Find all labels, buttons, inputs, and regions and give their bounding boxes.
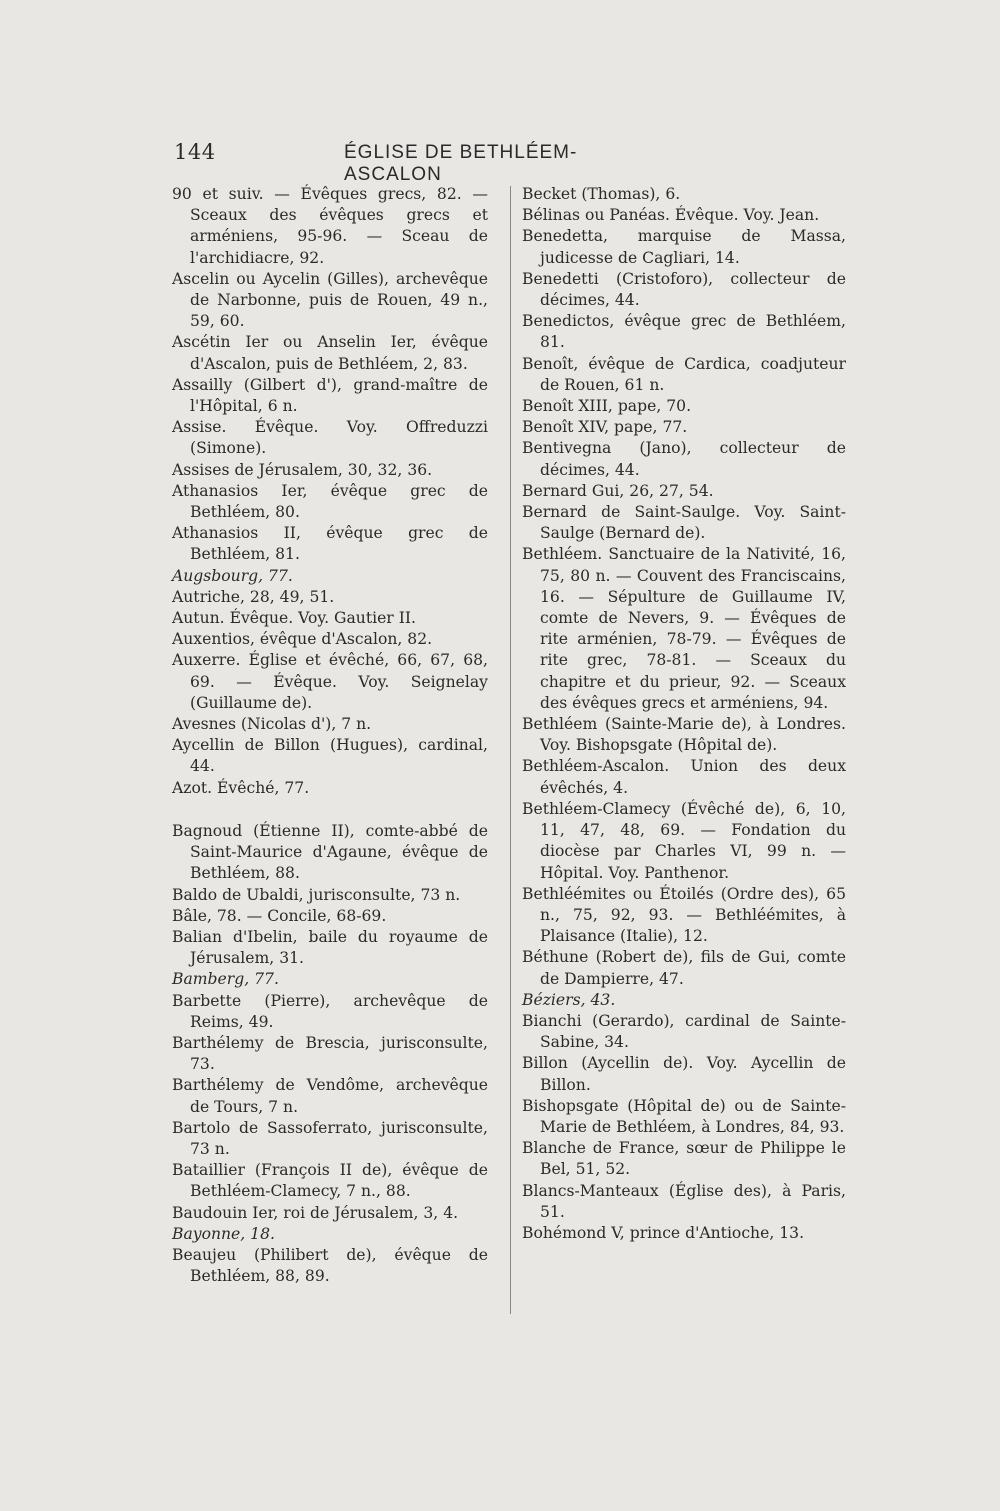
index-entry: Assise. Évêque. Voy. Offreduzzi (Simone). (172, 418, 488, 458)
index-entry: Benoît XIV, pape, 77. (522, 418, 688, 437)
index-entry: Blanche de France, sœur de Philippe le Bel, 51, 52. (522, 1139, 846, 1179)
index-entry: Assises de Jérusalem, 30, 32, 36. (172, 460, 433, 479)
index-entry: Bohémond V, prince d'Antioche, 13. (522, 1223, 805, 1242)
index-entry: Benedetta, marquise de Massa, judicesse de Cagliari, 14. (522, 227, 846, 267)
index-entry: Beaujeu (Philibert de), évêque de Bethléem, 88, 89. (172, 1245, 488, 1286)
index-entry: Bataillier (François II de), évêque de Bethléem-Clamecy, 7 n., 88. (172, 1161, 488, 1201)
index-entry: Bentivegna (Jano), collecteur de décimes, 44. (522, 439, 846, 479)
index-entry: Barthélemy de Brescia, jurisconsulte, 73. (172, 1033, 488, 1074)
index-entry: Bethléem (Sainte-Marie de), à Londres. Voy. Bishopsgate (Hôpital de). (522, 715, 846, 755)
index-entry: Auxentios, évêque d'Ascalon, 82. (172, 630, 433, 649)
index-column-right (522, 184, 846, 1244)
index-entry: Bethléem-Ascalon. Union des deux évêchés, 4. (522, 757, 846, 797)
index-entry: Benoît XIII, pape, 70. (522, 397, 692, 416)
index-entry: Bethléem. Sanctuaire de la Nativité, 16, 75, 80 n. — Couvent des Franciscains, 16. — Sépulture de Guillaume IV, comte de Nevers, 9. — Évêques de rite arménien, 78-79. — Évêques de rite grec, 78-81. — Sceaux du chapitre et du prieur, 92. — Sceaux des évêques grecs et arméniens, 94. (522, 545, 846, 712)
index-entry: Béthune (Robert de), fils de Gui, comte de Dampierre, 47. (522, 948, 846, 988)
index-entry: Becket (Thomas), 6. (522, 185, 681, 203)
index-entry: Béziers, 43. (522, 990, 616, 1009)
index-entry: Auxerre. Église et évêché, 66, 67, 68, 69. — Évêque. Voy. Seignelay (Guillaume de). (172, 651, 488, 712)
index-entry: Bernard de Saint-Saulge. Voy. Saint-Saulge (Bernard de). (522, 503, 846, 543)
running-title: ÉGLISE DE BETHLÉEM-ASCALON (344, 142, 578, 185)
index-entry: Ascétin Ier ou Anselin Ier, évêque d'Ascalon, puis de Bethléem, 2, 83. (172, 333, 488, 373)
index-entry: Baldo de Ubaldi, jurisconsulte, 73 n. (172, 885, 461, 904)
index-entry: Balian d'Ibelin, baile du royaume de Jérusalem, 31. (172, 927, 488, 968)
index-entry: Barbette (Pierre), archevêque de Reims, 49. (172, 991, 488, 1031)
index-entry: Bagnoud (Étienne II), comte-abbé de Saint-Maurice d'Agaune, évêque de Bethléem, 88. (172, 821, 488, 883)
index-entry: Bishopsgate (Hôpital de) ou de Sainte-Marie de Bethléem, à Londres, 84, 93. (522, 1096, 846, 1136)
index-entry: Bélinas ou Panéas. Évêque. Voy. Jean. (522, 206, 820, 225)
index-entry: Bethléémites ou Étoilés (Ordre des), 65 n., 75, 92, 93. — Bethléémites, à Plaisance (Italie), 12. (522, 884, 846, 946)
index-entry: Baudouin Ier, roi de Jérusalem, 3, 4. (172, 1203, 459, 1222)
index-entry: Augsbourg, 77. (172, 566, 293, 585)
index-entry: Athanasios Ier, évêque grec de Bethléem, 80. (172, 481, 488, 522)
index-entry: Azot. Évêché, 77. (172, 778, 310, 797)
index-entry: Bethléem-Clamecy (Évêché de), 6, 10, 11, 47, 48, 69. — Fondation du diocèse par Charles VI, 99 n. — Hôpital. Voy. Panthenor. (522, 799, 846, 882)
index-entry: Autriche, 28, 49, 51. (172, 587, 335, 606)
index-entry: Bâle, 78. — Concile, 68-69. (172, 906, 387, 925)
index-entry: Bianchi (Gerardo), cardinal de Sainte-Sabine, 34. (522, 1011, 846, 1052)
section-gap (172, 799, 488, 821)
index-entry: Bamberg, 77. (172, 970, 279, 989)
index-entry: Ascelin ou Aycelin (Gilles), archevêque de Narbonne, puis de Rouen, 49 n., 59, 60. (172, 269, 488, 331)
index-column-left (172, 184, 488, 1287)
index-entry: Avesnes (Nicolas d'), 7 n. (172, 715, 372, 734)
index-entry: Benoît, évêque de Cardica, coadjuteur de Rouen, 61 n. (522, 354, 846, 394)
index-entry: Benedetti (Cristoforo), collecteur de décimes, 44. (522, 269, 846, 310)
index-entry: Barthélemy de Vendôme, archevêque de Tours, 7 n. (172, 1076, 488, 1116)
index-entry: Benedictos, évêque grec de Bethléem, 81. (522, 312, 846, 352)
index-entry: 90 et suiv. — Évêques grecs, 82. — Sceaux des évêques grecs et arméniens, 95-96. — Sceau de l'archidiacre, 92. (172, 185, 488, 267)
index-entry: Assailly (Gilbert d'), grand-maître de l'Hôpital, 6 n. (172, 375, 488, 416)
index-entry: Bayonne, 18. (172, 1224, 275, 1243)
index-entry: Bernard Gui, 26, 27, 54. (522, 481, 714, 500)
index-entry: Bartolo de Sassoferrato, jurisconsulte, 73 n. (172, 1118, 488, 1158)
index-entry: Aycellin de Billon (Hugues), cardinal, 44. (172, 736, 488, 776)
index-entry: Blancs-Manteaux (Église des), à Paris, 51. (522, 1181, 846, 1221)
column-divider (510, 186, 511, 1314)
index-entry: Athanasios II, évêque grec de Bethléem, 81. (172, 524, 488, 564)
index-entry: Autun. Évêque. Voy. Gautier II. (172, 609, 416, 628)
page-number: 144 (174, 140, 216, 164)
index-entry: Billon (Aycellin de). Voy. Aycellin de Billon. (522, 1054, 846, 1094)
